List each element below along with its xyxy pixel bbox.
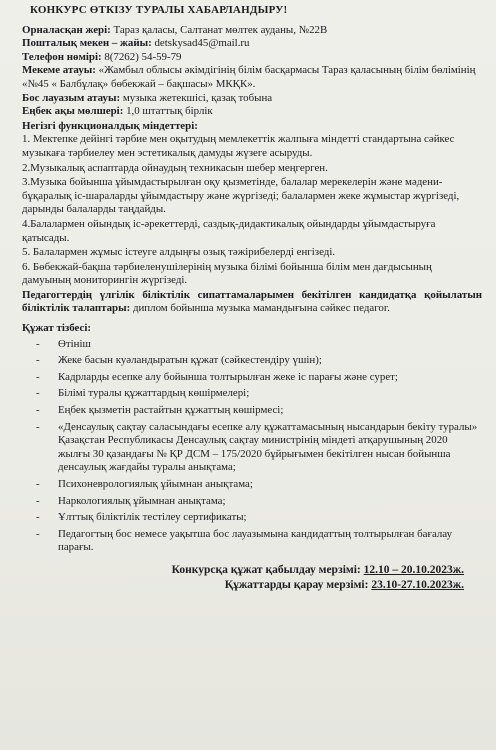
org-row xyxy=(22,64,482,91)
location-value: Тараз қаласы, Салтанат мөлтек ауданы, №22В xyxy=(110,23,328,36)
location-row xyxy=(22,24,482,38)
deadlines-block xyxy=(22,563,482,593)
salary-label: Еңбек ақы мөлшері: xyxy=(22,105,124,118)
salary-row xyxy=(22,105,482,119)
duty-item: 4.Балалармен ойындық іс-әрекеттерді, саздық-дидактикалық ойындарды ұйымдастыруға қатысады. xyxy=(22,217,436,244)
salary-value: 1,0 штаттық бірлік xyxy=(123,105,213,118)
requirements-label: Педагогтердің үлгілік біліктілік сипаттамаларымен бекітілген кандидатқа қойылатын біліктілік талаптары: xyxy=(22,288,482,315)
postal-label: Пошталық мекен – жайы: xyxy=(22,37,152,50)
phone-label: Телефон нөмірі: xyxy=(22,50,102,63)
postal-row xyxy=(22,37,482,51)
duty-item: 6. Бөбекжай-бақша тәрбиеленушілерінің музыка білімі бойынша білім мен дағдысының дамуының мониторингін жүргізеді. xyxy=(22,260,432,287)
doc-item: - Психоневрологиялық ұйымнан анықтама; xyxy=(36,478,253,490)
duty-item: 1. Мектепке дейінгі тәрбие мен оқытудың мемлекеттік жалпыға міндетті стандартына сәйкес музыкаға тәрбиелеу мен эстетикалық дамуды жүзеге асыруды. xyxy=(22,133,455,159)
position-row xyxy=(22,92,482,106)
doc-item: - Еңбек қызметін растайтын құжаттың көшірмесі; xyxy=(36,404,284,417)
deadline-submission: Конкурсқа құжат қабылдау мерзімі: 12.10 – 20.10.2023ж. xyxy=(171,563,464,576)
position-label: Бос лауазым атауы: xyxy=(22,91,121,104)
duty-item: 5. Балалармен жұмыс істеуге алдыңғы озық тәжірибелерді енгізеді. xyxy=(22,246,336,259)
page-title: КОНКУРС ӨТКІЗУ ТУРАЛЫ ХАБАРЛАНДЫРУ! xyxy=(30,4,288,16)
doc-item: - Өтініш xyxy=(36,337,91,350)
docs-list xyxy=(22,338,482,555)
doc-item: - Ұлттық біліктілік тестілеу сертификаты; xyxy=(36,511,247,524)
doc-item: - «Денсаулық сақтау саласындағы есепке алу құжаттамасының нысандарын бекіту туралы» Қазақстан Республикасы Денсаулық сақтау министрінің міндеті атқарушының 2020 жылғы 30 қазандағы № ҚР ДСМ – 175/2020 бұйрығымен бекітілген нысан бойынша денсаулық жағдайы туралы анықтама; xyxy=(36,420,478,474)
doc-item: - Білімі туралы құжаттардың көшірмелері; xyxy=(36,387,250,400)
docs-heading: Құжат тізбесі: xyxy=(22,322,91,335)
position-value: музыка жетекшісі, қазақ тобына xyxy=(120,91,273,104)
org-value: «Жамбыл облысы әкімдігінің білім басқармасы Тараз қаласының білім бөлімінің «№45 « Балбұлақ» бөбекжай – бақшасы» МКҚК». xyxy=(22,64,476,90)
deadline-review: Құжаттарды қарау мерзімі: 23.10-27.10.2023ж. xyxy=(224,578,464,591)
postal-value: detskysad45@mail.ru xyxy=(151,37,250,50)
location-label: Орналасқан жері: xyxy=(22,23,111,36)
phone-value: 8(7262) 54-59-79 xyxy=(101,50,182,63)
duty-item: 2.Музыкалық аспаптарда ойнаудың техникасын шебер меңгерген. xyxy=(22,161,328,174)
duties-heading: Негізгі функционалдық міндеттері: xyxy=(22,119,198,132)
duty-item: 3.Музыка бойынша ұйымдастырылған оқу қызметінде, балалар мерекелерін және мәдени- бұқаралық іс-шараларды ұйымдастыру және жүргізеді; балалармен жеке жұмыстар жүргізеді, дарынды балаларды таңдайды. xyxy=(22,176,460,216)
requirements-value: диплом бойынша музыка мамандығына сәйкес педагог. xyxy=(130,302,390,315)
duties-list xyxy=(22,133,482,288)
doc-item: - Педагогтың бос немесе уақытша бос лауазымына кандидаттың толтырылған бағалау парағы. xyxy=(36,527,453,554)
doc-item: - Наркологиялық ұйымнан анықтама; xyxy=(36,494,226,507)
doc-item: - Кадрларды есепке алу бойынша толтырылған жеке іс парағы және сурет; xyxy=(36,370,398,383)
phone-row xyxy=(22,51,482,65)
org-label: Мекеме атауы: xyxy=(22,64,96,77)
requirements-block xyxy=(22,289,482,316)
doc-item: - Жеке басын куәландыратын құжат (сәйкестендіру үшін); xyxy=(36,354,322,367)
